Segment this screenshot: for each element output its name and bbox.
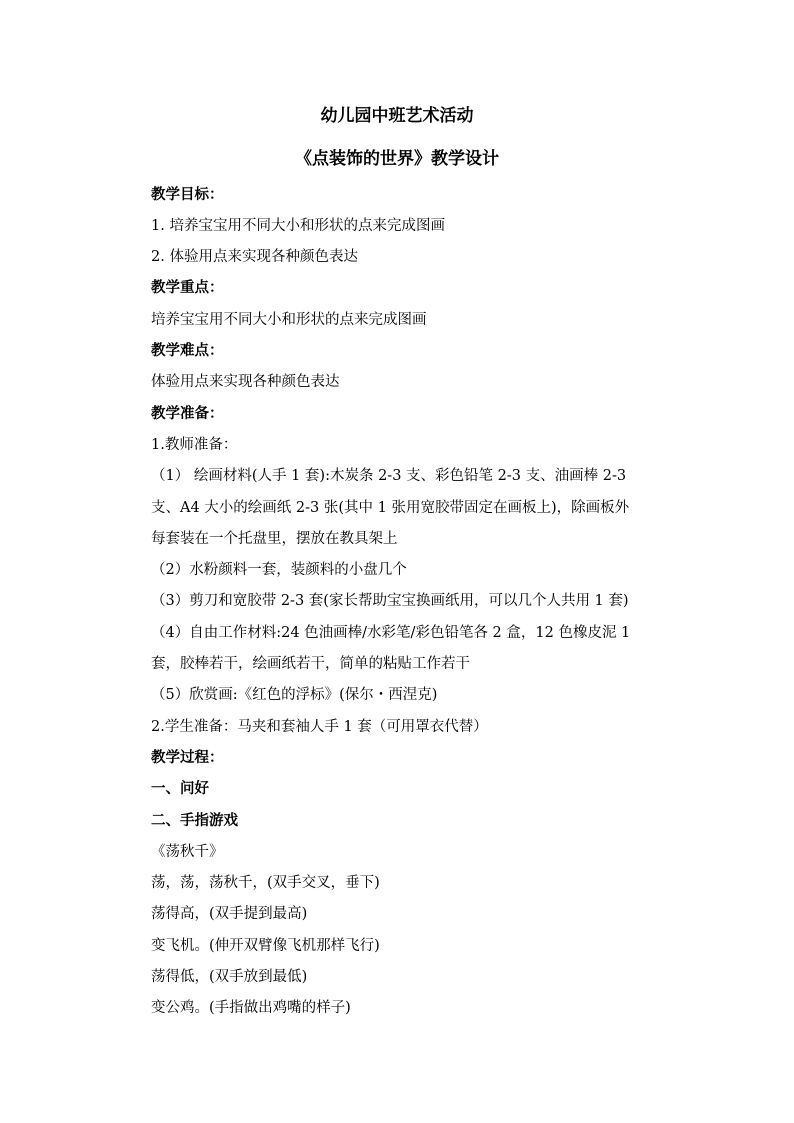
- paragraph-line: 荡得高，(双手提到最高): [151, 906, 308, 922]
- paragraph-line: 变飞机。(伸开双臂像飞机那样飞行): [151, 938, 380, 954]
- document-subtitle: 《点装饰的世界》教学设计: [295, 149, 499, 169]
- document-title: 幼儿园中班艺术活动: [320, 106, 474, 126]
- section-heading-objectives: 教学目标：: [151, 186, 224, 203]
- section-heading-key-points: 教学重点：: [151, 279, 224, 296]
- section-heading-greeting: 一、问好: [151, 780, 209, 797]
- paragraph-line: 变公鸡。(手指做出鸡嘴的样子): [151, 1000, 351, 1016]
- section-heading-difficulties: 教学难点：: [151, 342, 224, 359]
- paragraph-line: 《荡秋千》: [151, 844, 224, 860]
- paragraph-line: 体验用点来实现各种颜色表达: [151, 374, 340, 390]
- paragraph-line: 1. 培养宝宝用不同大小和形状的点来完成图画: [151, 218, 445, 234]
- paragraph-line: 每套装在一个托盘里，摆放在教具架上: [151, 531, 398, 547]
- paragraph-line: 培养宝宝用不同大小和形状的点来完成图画: [151, 312, 427, 328]
- paragraph-line: 荡，荡，荡秋千，(双手交叉，垂下): [151, 875, 380, 891]
- section-heading-finger-game: 二、手指游戏: [151, 812, 238, 829]
- paragraph-line: 1.教师准备：: [151, 437, 238, 453]
- section-heading-process: 教学过程：: [151, 749, 224, 766]
- paragraph-line: （4）自由工作材料:24 色油画棒/水彩笔/彩色铅笔各 2 盒，12 色橡皮泥 1: [151, 625, 631, 641]
- paragraph-line: 2. 体验用点来实现各种颜色表达: [151, 249, 358, 265]
- section-heading-preparation: 教学准备：: [151, 405, 224, 422]
- paragraph-line: 荡得低，(双手放到最低): [151, 969, 308, 985]
- paragraph-line: （5）欣赏画:《红色的浮标》(保尔・西涅克): [151, 687, 438, 703]
- paragraph-line: （3）剪刀和宽胶带 2-3 套(家长帮助宝宝换画纸用，可以几个人共用 1 套): [151, 593, 629, 609]
- paragraph-line: 套，胶棒若干，绘画纸若干，简单的粘贴工作若干: [151, 656, 470, 672]
- paragraph-line: 支、A4 大小的绘画纸 2-3 张(其中 1 张用宽胶带固定在画板上)，除画板外: [151, 500, 630, 516]
- paragraph-line: （2）水粉颜料一套，装颜料的小盘几个: [151, 562, 407, 578]
- paragraph-line: （1） 绘画材料(人手 1 套):木炭条 2-3 支、彩色铅笔 2-3 支、油画棒 2-3: [151, 468, 627, 484]
- paragraph-line: 2.学生准备：马夹和套袖人手 1 套（可用罩衣代替）: [151, 719, 488, 735]
